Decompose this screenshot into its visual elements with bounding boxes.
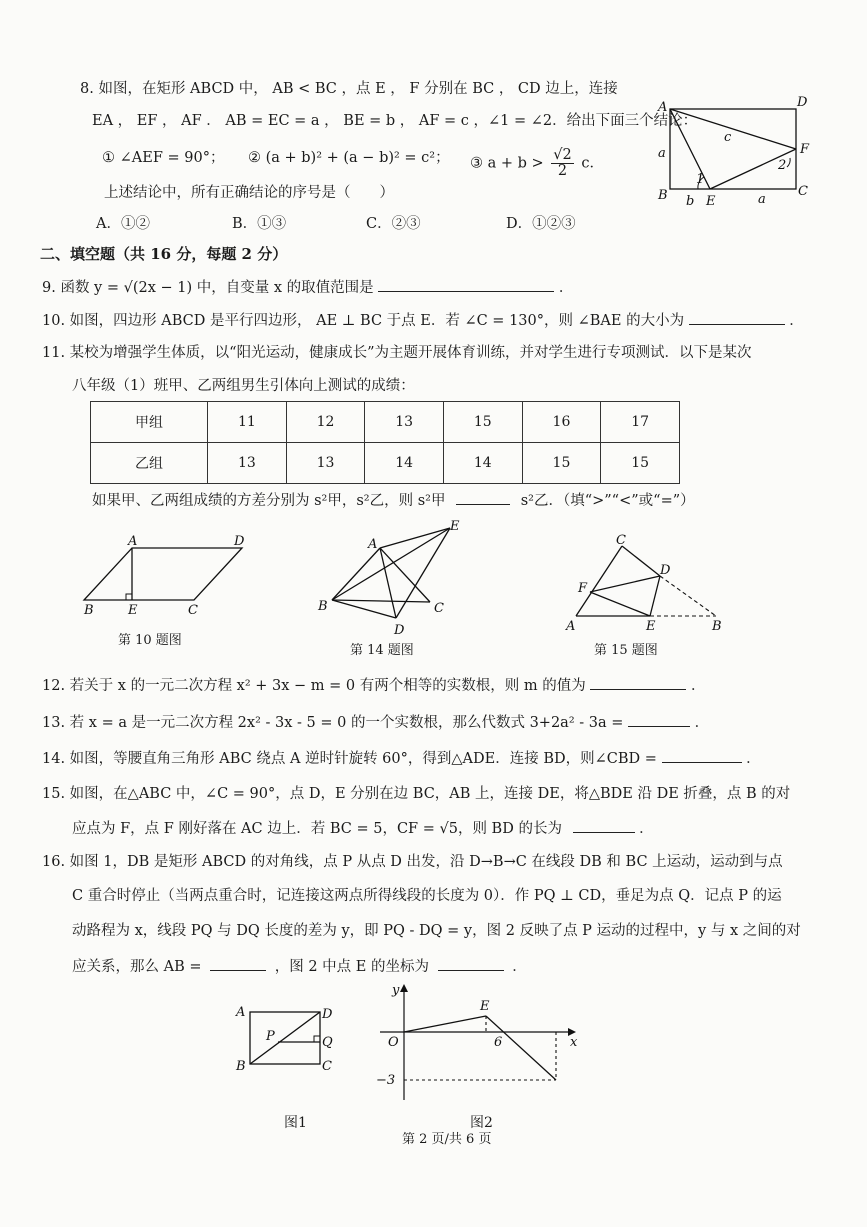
q8-line1: 8. 如图，在矩形 ABCD 中， AB < BC ，点 E ， F 分别在 BC ， CD 边上，连接 — [80, 81, 618, 97]
q8-option-b: B．①③ — [232, 216, 287, 232]
q11-line2: 八年级（1）班甲、乙两组男生引体向上测试的成绩： — [72, 378, 415, 394]
q16-fig2 — [370, 982, 600, 1107]
q8-label-bottom-a: a — [758, 192, 766, 207]
fig10-label-d: D — [234, 534, 245, 549]
q16-fig1-label-c: C — [322, 1059, 332, 1074]
fig15-caption: 第 15 题图 — [594, 643, 658, 658]
q8-conclusion-1: ① ∠AEF = 90°； — [102, 150, 225, 166]
q8-c3-numerator: √2 — [553, 147, 572, 163]
q14 — [42, 748, 761, 769]
fig14-label-c: C — [434, 601, 444, 616]
q9 — [42, 277, 573, 298]
fig14-label-b: B — [318, 599, 328, 614]
q8-question: 上述结论中，所有正确结论的序号是（ ） — [104, 185, 394, 201]
q16-fig1-label-d: D — [322, 1007, 333, 1022]
q15-end: ． — [639, 821, 654, 837]
table-cell-group: 甲组 — [91, 402, 208, 443]
table-cell: 14 — [365, 443, 444, 484]
q9-text: 9. 函数 y = √(2x − 1) 中，自变量 x 的取值范围是 — [42, 280, 374, 296]
q16-end: ． — [512, 959, 527, 975]
q16-line3: 动路程为 x，线段 PQ 与 DQ 长度的差为 y，即 PQ - DQ = y，图 2 反映了点 P 运动的过程中，y 与 x 之间的对 — [72, 923, 801, 939]
q8-line2: EA ， EF ， AF ． AB = EC = a ， BE = b ， AF = c ，∠1 = ∠2．给出下面三个结论： — [92, 113, 698, 129]
table-cell: 12 — [286, 402, 365, 443]
q16-ab-blank[interactable] — [210, 956, 266, 971]
table-cell: 16 — [522, 402, 601, 443]
q12 — [42, 675, 705, 696]
q9-answer-blank[interactable] — [378, 277, 554, 292]
table-cell: 15 — [601, 443, 680, 484]
q8-option-d: D．①②③ — [506, 216, 576, 232]
table-cell-group: 乙组 — [91, 443, 208, 484]
table-cell: 13 — [286, 443, 365, 484]
q10-answer-blank[interactable] — [689, 310, 785, 325]
fig10-label-b: B — [84, 603, 94, 618]
q8-conclusion-2: ② (a + b)² + (a − b)² = c²； — [248, 150, 450, 166]
fig15-label-d: D — [660, 563, 671, 578]
q16-e-blank[interactable] — [438, 956, 504, 971]
fig15-label-a: A — [566, 619, 576, 634]
q8-label-side-a: a — [658, 146, 666, 161]
q8-label-f: F — [800, 142, 810, 157]
q8-label-b-len: b — [686, 194, 695, 209]
q8-option-c: C．②③ — [366, 216, 421, 232]
q15-text: 应点为 F，点 F 刚好落在 AC 边上．若 BC = 5，CF = √5，则 BD 的长为 — [72, 821, 562, 837]
q16-fig2-caption: 图2 — [470, 1115, 493, 1131]
q8-label-d: D — [797, 95, 808, 110]
q16-fig1-label-q: Q — [322, 1035, 333, 1050]
q16-fig1-label-b: B — [236, 1059, 246, 1074]
table-row — [91, 402, 680, 443]
q12-end: ． — [690, 678, 706, 694]
fig15 — [564, 534, 734, 634]
q16-fig1-label-a: A — [236, 1005, 246, 1020]
q16-e-text: ，图 2 中点 E 的坐标为 — [274, 959, 429, 975]
q8-option-a: A．①② — [96, 216, 150, 232]
table-cell: 17 — [601, 402, 680, 443]
table-cell: 14 — [443, 443, 522, 484]
section-2-heading: 二、填空题（共 16 分，每题 2 分） — [40, 245, 288, 263]
q16-fig1-label-p: P — [266, 1029, 275, 1044]
table-cell: 11 — [208, 402, 287, 443]
q8-c3-prefix: ③ a + b > — [470, 155, 544, 172]
q11-variance-line — [92, 490, 695, 511]
fig10 — [84, 536, 264, 616]
q13-text: 13. 若 x = a 是一元二次方程 2x² - 3x - 5 = 0 的一个实数根，那么代数式 3+2a² - 3a = — [42, 715, 624, 731]
fig14-label-d: D — [394, 623, 405, 638]
q8-label-c-len: c — [724, 130, 732, 145]
q8-angle-2: 2 — [778, 158, 787, 173]
q11-variance-b: s²乙．（填“>”“<”或“=”） — [520, 493, 695, 509]
q16-fig2-label-x: x — [570, 1035, 578, 1050]
fig15-label-e: E — [646, 619, 656, 634]
fig14-label-e: E — [450, 519, 460, 534]
q15-answer-blank[interactable] — [573, 818, 635, 833]
q8-label-b: B — [658, 188, 668, 203]
fig15-label-c: C — [616, 533, 626, 548]
table-cell: 15 — [522, 443, 601, 484]
q15-line1: 15. 如图，在△ABC 中，∠C = 90°，点 D，E 分别在边 BC，AB 上，连接 DE，将△BDE 沿 DE 折叠，点 B 的对 — [42, 786, 791, 802]
fig14-caption: 第 14 题图 — [350, 643, 414, 658]
q8-label-a: A — [658, 100, 668, 115]
q11-line1: 11. 某校为增强学生体质，以“阳光运动，健康成长”为主题开展体育训练，并对学生进行专项测试．以下是某次 — [42, 345, 752, 361]
q13-end: ． — [694, 715, 710, 731]
q8-c3-suffix: c． — [581, 155, 604, 172]
q16-fig1 — [232, 1000, 342, 1080]
q16-fig1-caption: 图1 — [284, 1115, 307, 1131]
q16-ab-text: 应关系，那么 AB = — [72, 959, 202, 975]
q14-end: ． — [746, 751, 761, 767]
q16-fig2-label-neg3: −3 — [376, 1073, 396, 1088]
q13 — [42, 712, 709, 733]
q8-angle-1: 1 — [696, 172, 705, 187]
q10-text: 10. 如图，四边形 ABCD 是平行四边形， AE ⊥ BC 于点 E．若 ∠C = 130°，则 ∠BAE 的大小为 — [42, 313, 685, 329]
q8-label-c: C — [798, 184, 808, 199]
table-cell: 15 — [443, 402, 522, 443]
q14-answer-blank[interactable] — [662, 748, 742, 763]
q14-text: 14. 如图，等腰直角三角形 ABC 绕点 A 逆时针旋转 60°，得到△ADE．连接 BD，则∠CBD = — [42, 751, 657, 767]
q8-label-e: E — [706, 194, 716, 209]
fig10-caption: 第 10 题图 — [118, 633, 182, 648]
fig15-label-b: B — [712, 619, 722, 634]
fig10-label-e: E — [128, 603, 138, 618]
fig10-label-c: C — [188, 603, 198, 618]
q9-end: ． — [558, 280, 574, 296]
q16-line2: C 重合时停止（当两点重合时，记连接这两点所得线段的长度为 0）．作 PQ ⊥ CD，垂足为点 Q．记点 P 的运 — [72, 888, 782, 904]
table-row — [91, 443, 680, 484]
q10 — [42, 310, 804, 331]
q8-figure — [650, 95, 820, 210]
table-cell: 13 — [365, 402, 444, 443]
page-footer: 第 2 页/共 6 页 — [402, 1132, 492, 1147]
q16-fig2-label-y: y — [392, 983, 400, 998]
q8-c3-denominator: 2 — [557, 163, 568, 179]
fig15-label-f: F — [578, 581, 588, 596]
fig10-label-a: A — [128, 534, 138, 549]
q11-variance-a: 如果甲、乙两组成绩的方差分别为 s²甲，s²乙，则 s²甲 — [92, 493, 446, 509]
q12-text: 12. 若关于 x 的一元二次方程 x² + 3x − m = 0 有两个相等的实数根，则 m 的值为 — [42, 678, 586, 694]
q16-line1: 16. 如图 1，DB 是矩形 ABCD 的对角线，点 P 从点 D 出发，沿 D→B→C 在线段 DB 和 BC 上运动，运动到与点 — [42, 854, 783, 870]
q16-fig2-label-o: O — [388, 1035, 399, 1050]
q15-line2 — [72, 818, 654, 839]
q16-fig2-label-6: 6 — [494, 1035, 503, 1050]
q16-fig2-label-e: E — [480, 999, 490, 1014]
q12-answer-blank[interactable] — [590, 675, 686, 690]
q11-score-table — [90, 401, 680, 484]
q8-conclusion-3 — [470, 148, 604, 179]
q16-line4 — [72, 956, 527, 977]
table-cell: 13 — [208, 443, 287, 484]
fig14-label-a: A — [368, 537, 378, 552]
q10-end: ． — [789, 313, 804, 329]
fig14 — [312, 520, 462, 640]
q11-answer-blank[interactable] — [456, 490, 510, 505]
q13-answer-blank[interactable] — [628, 712, 690, 727]
